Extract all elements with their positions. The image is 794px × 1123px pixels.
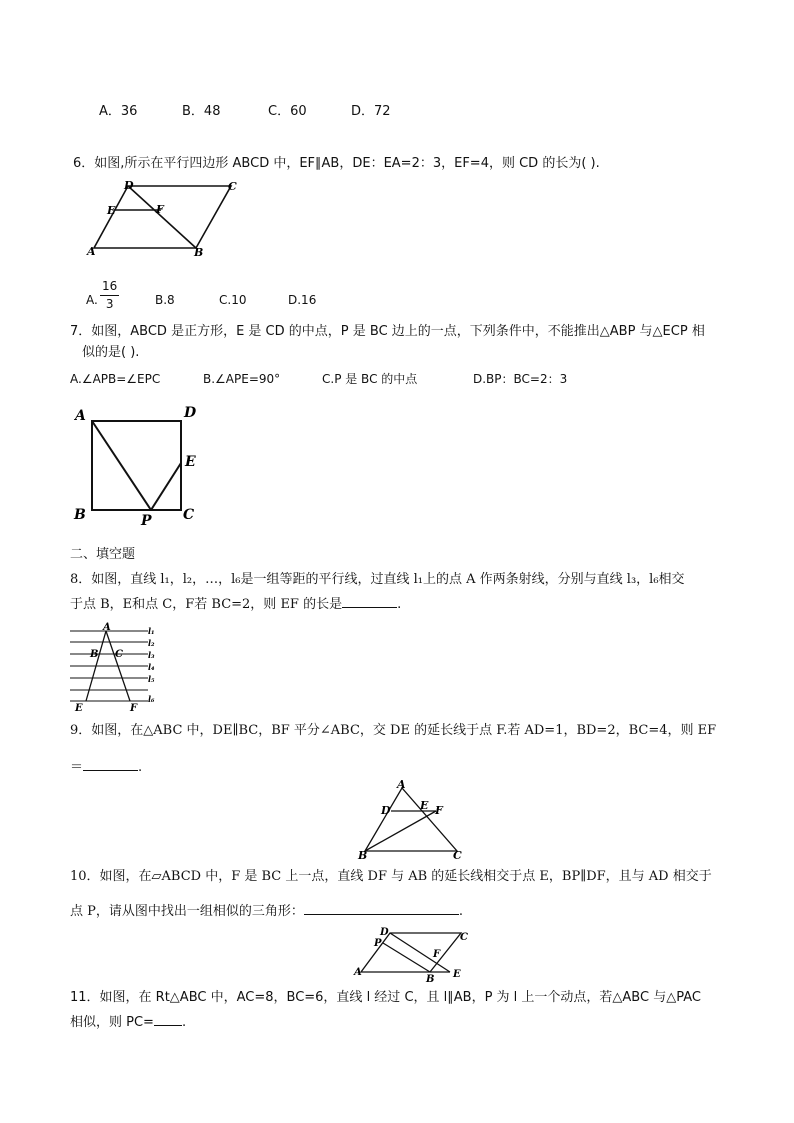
q7-stem-line2: 似的是( ). bbox=[82, 345, 140, 360]
q6-option-d: D.16 bbox=[288, 293, 317, 307]
q9-label-f: F bbox=[435, 804, 443, 817]
q7-label-c: C bbox=[183, 507, 195, 523]
q8-line-label-l6: l₆ bbox=[148, 694, 155, 704]
q10-label-p: P bbox=[374, 938, 382, 949]
q9-line2-end: . bbox=[138, 760, 143, 775]
q5-option-d: D．72 bbox=[351, 104, 391, 119]
q6-label-b: B bbox=[194, 246, 204, 258]
q7-label-p: P bbox=[141, 513, 152, 529]
q6-parallelogram-figure bbox=[86, 178, 246, 258]
section2-title: 二、填空题 bbox=[70, 547, 136, 562]
q8-line2-end: . bbox=[397, 597, 402, 612]
q7-option-c: C.P 是 BC 的中点 bbox=[322, 372, 418, 386]
q5-option-b: B．48 bbox=[182, 104, 221, 119]
q7-option-d: D.BP：BC=2：3 bbox=[473, 372, 568, 386]
q10-label-a: A bbox=[354, 967, 362, 978]
q6-label-d: D bbox=[124, 179, 134, 192]
q8-line-label-l2: l₂ bbox=[148, 638, 155, 648]
q10-line2-container bbox=[70, 900, 463, 921]
q10-label-b: B bbox=[426, 974, 435, 983]
q6-stem: 6．如图,所示在平行四边形 ABCD 中，EF∥AB，DE：EA=2：3，EF=4，则 CD 的长为( ). bbox=[73, 156, 600, 171]
q8-label-c: C bbox=[115, 649, 123, 660]
q6-option-a-denominator: 3 bbox=[105, 297, 114, 311]
q9-label-c: C bbox=[453, 849, 462, 860]
q7-stem-line1: 7．如图，ABCD 是正方形，E 是 CD 的中点，P 是 BC 边上的一点，下列条件中，不能推出△ABP 与△ECP 相 bbox=[70, 324, 705, 339]
q10-line1: 10．如图，在▱ABCD 中，F 是 BC 上一点，直线 DF 与 AB 的延长线相交于点 E，BP∥DF，且与 AD 相交于 bbox=[70, 869, 712, 884]
q7-label-d: D bbox=[184, 405, 197, 421]
q8-answer-blank[interactable] bbox=[342, 593, 397, 608]
q10-label-e: E bbox=[453, 969, 461, 980]
q7-option-b: B.∠APE=90° bbox=[203, 372, 281, 386]
q7-label-a: A bbox=[75, 408, 86, 424]
q10-label-f: F bbox=[433, 949, 441, 960]
q6-label-e: E bbox=[107, 204, 116, 217]
q8-line2: 于点 B，E和点 C，F若 BC=2，则 EF 的长是 bbox=[70, 597, 343, 612]
q6-label-a: A bbox=[87, 245, 96, 258]
q11-line1: 11．如图，在 Rt△ABC 中，AC=8，BC=6，直线 l 经过 C，且 l∥AB，P 为 l 上一个动点，若△ABC 与△PAC bbox=[70, 990, 701, 1005]
q9-triangle-figure bbox=[352, 778, 470, 860]
q8-label-b: B bbox=[90, 649, 99, 660]
q11-line2: 相似，则 PC= bbox=[70, 1015, 154, 1030]
q8-line2-container bbox=[70, 593, 401, 614]
q8-label-a: A bbox=[103, 622, 111, 633]
q6-option-c: C.10 bbox=[219, 293, 247, 307]
q8-line-label-l3: l₃ bbox=[148, 650, 155, 660]
q10-answer-blank[interactable] bbox=[304, 900, 459, 915]
q11-answer-blank[interactable] bbox=[154, 1011, 182, 1026]
q10-label-d: D bbox=[380, 927, 389, 938]
q11-line2-end: . bbox=[181, 1015, 187, 1030]
q11-line2-container bbox=[70, 1011, 186, 1032]
q8-label-f: F bbox=[130, 703, 138, 712]
q6-option-a-prefix: A. bbox=[86, 293, 98, 307]
q6-label-c: C bbox=[228, 180, 237, 193]
q10-parallelogram-figure bbox=[350, 923, 475, 983]
q7-label-b: B bbox=[74, 507, 86, 523]
q8-parallel-lines-figure bbox=[70, 620, 170, 712]
q5-option-c: C．60 bbox=[268, 104, 307, 119]
q7-option-a: A.∠APB=∠EPC bbox=[70, 372, 161, 386]
q5-option-a: A．36 bbox=[99, 104, 138, 119]
q6-option-a-fraction bbox=[100, 278, 119, 313]
q8-line-label-l5: l₅ bbox=[148, 674, 155, 684]
q6-option-a-numerator: 16 bbox=[100, 278, 119, 296]
q7-label-e: E bbox=[185, 454, 196, 470]
q9-answer-blank[interactable] bbox=[83, 756, 138, 771]
q10-label-c: C bbox=[460, 932, 468, 943]
q10-line2-end: . bbox=[458, 904, 464, 919]
q9-label-b: B bbox=[358, 849, 368, 860]
q8-line-label-l1: l₁ bbox=[148, 626, 155, 636]
q8-line1: 8．如图，直线 l₁，l₂，…，l₆是一组等距的平行线，过直线 l₁上的点 A 作两条射线，分别与直线 l₃，l₆相交 bbox=[70, 572, 685, 587]
q6-label-f: F bbox=[156, 203, 164, 216]
q9-line2-container bbox=[70, 756, 142, 777]
q9-label-d: D bbox=[381, 804, 391, 817]
q8-line-label-l4: l₄ bbox=[148, 662, 155, 672]
q9-line1: 9．如图，在△ABC 中，DE∥BC，BF 平分∠ABC，交 DE 的延长线于点 F.若 AD=1，BD=2，BC=4，则 EF bbox=[70, 723, 717, 738]
q6-option-b: B.8 bbox=[155, 293, 175, 307]
q9-line2: ＝ bbox=[70, 760, 84, 775]
q10-line2: 点 P，请从图中找出一组相似的三角形： bbox=[70, 904, 304, 919]
q8-label-e: E bbox=[75, 703, 83, 712]
q9-label-e: E bbox=[420, 799, 429, 812]
q9-label-a: A bbox=[397, 778, 406, 791]
q7-square-figure bbox=[70, 402, 210, 530]
